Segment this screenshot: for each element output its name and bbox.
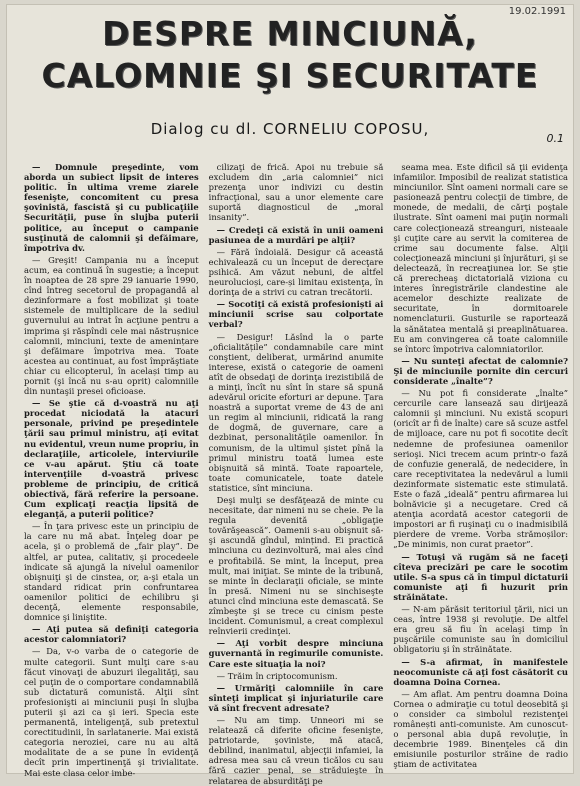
column-3 [393,162,568,772]
interview-answer: — N-am părăsit teritoriul ţării, nici un ceas, între 1938 şi revoluţie. De altfel era greu să fiu în acelaşi timp în puşcăriile comuniste sau în domiciliul obligatoriu şi în străinătate. [393,604,569,655]
page-number: 0.1 [546,132,564,145]
interview-question: — Aţi putea să definiţi categoria acestor calomniatori? [24,624,199,645]
newspaper-clipping [6,4,574,786]
interview-answer: cilizaţi de frică. Apoi nu trebuie să excludem din „aria calomniei” nici prezenţa unor indivizi cu destin infracţional, sau a unor elemente care suportă diagnosticul de „moral insanity”. [208,162,384,223]
interview-answer: seama mea. Este dificil să ţii evidenţa infamiilor. Imposibil de realizat statistica minciunilor. Sînt oameni normali care se pasionează pentru colecţii de timbre, de monede, de medalii, de cărţi poştale ilustrate. Sînt oameni mai puţin normali care colecţionează streanguri, nisteaale şi cuţite care au servit la comiterea de crime sau documente false. Alţii colecţionează minciuni şi înjurături, şi se delectează, în recreaţiunea lor. Se ştie că prerecheaş dictatorială viziona cu interes înregistrările clandestine ale acemelor deschizte realizate de securitate, în dormitoarele nomenclaturii. Gusturile se raportează la sănătatea mentală şi preaplinătuarea. Eu am convingerea că toate calomniile se întorc împotriva calomniatorilor. [393,162,569,354]
interview-question: — Se ştie că d-voastră nu aţi procedat niciodată la atacuri personale, privind pe preşedintele ţării sau primul ministru, aţi evitat nu evidentul, vreun nume propriu, în declaraţiile, articolele, interviurile ce v-au apărut. Ştiu că toate intervenţiile d-voastră privesc probleme de principiu, de critică obiectivă, fără referire la persoane. Cum explicaţi reacţia lipsită de eleganţă, a puterii politice? [24,398,199,520]
interview-question: — Nu sunteţi afectat de calomnie? Şi de minciunile pornite din cercuri considerate „înalte”? [393,355,569,386]
interview-question: — Aţi vorbit despre minciuna guvernantă în regimurile comuniste. Care este situaţia la noi? [208,638,384,669]
interview-answer: — Trăim în criptocomunism. [216,670,338,681]
interview-answer: Deşi mulţi se desfăţează de minte cu necesitate, dar nimeni nu se cheie. Pe la regula devenită „obligaţie tovărăşească”. Oamenii s-au obişnuit să-şi ascundă gîndul, mințind. Ei practică minciuna cu dezinvoltură, mai ales cînd e profitabilă. Se mint, la început, prea mult, mai iniţiat. Se minte de la tribună, se minte în declaraţii oficiale, se minte în presă. Nimeni nu se sinchiseşte atunci cînd minciuna este demascată. Se zîmbeşte şi se trece cu cinism peste incident. Comunismul, a creat complexul reînvierii credinţei. [208,495,384,637]
interview-question: — Domnule preşedinte, vom aborda un subiect lipsit de interes politic. În ultima vreme ziarele fesenişte, concomitent cu presa şovinistă, fascistă şi cu publicaţiile Securităţii, puse în slujba puterii politice, au început o campanie susţinută de calomnii şi defăimare, împotriva dv. [24,162,199,253]
interview-answer: — Fără îndoială. Desigur că această echivalează cu un început de derecţare psihică. Am văzut nebuni, de altfel neurolucioși, care-și limitau existenţa, în dorinţa de a strivi cu catran trecătorii. [208,246,384,298]
interview-question: — Credeţi că există în unii oameni pasiunea de a murdări pe alţii? [208,224,384,245]
interview-answer: — Greşit! Campania nu a început acum, ea continuă în sugestie; a început în noaptea de 28 spre 29 ianuarie 1990, cînd întreg secetorul de propagandă al dezinformare a fost mobilizat şi toate sistemele de multiplicare de la sediul guvernului au intrat în acţiune pentru a imprima şi răspîndi cele mai năstrușnice calomnii, minciuni, texte de amenințare şi defăimare împotriva mea. Toate acestea au continuat, au fost împrăştiate chiar cu elicopterul, în același timp au pornit (şi încă nu s-au oprit) calomniile din nuntaşii presei oficioase. [24,254,199,397]
interview-answer: — Da, v-o varba de o categorie de multe categorii. Sunt mulţi care s-au făcut vinovaţi de abuzuri ilegalităţi, sau cel puţin de o comportare condamnabilă sub dictatură comunistă. Alţii sînt profesionişti ai minciunii puşi în slujba puterii şi azi ca şi ieri. Specia este permanentă, inteligenţă, sub pretextul corectitudinii, în sarlatanerie. Mai există categoria neroziei, care nu au altă modalitate de a se pune în evidenţă decît prin impertinenţă şi trivialitate. Mai este clasa celor imbe- [24,646,199,778]
handwritten-date: 19.02.1991 [508,6,566,17]
headline-line-1: DESPRE MINCIUNĂ, [102,14,478,53]
column-2 [208,162,384,786]
interview-answer: — Am aflat. Am pentru doamna Doina Cornea o admiraţie cu totul deosebită şi o consider ca simbolul rezistenţei românești anti-comuniste. Am cunoscut-o personal abia după revoluţie, în decembrie 1989. Binenţeles că din emisiunile posturilor străine de radio ştiam de activitatea [393,688,569,770]
interview-answer: — Nu pot fi considerate „înalte” cercurile care lansează sau dirijează calomnii şi minciuni. Nu există scopuri (oricît ar fi de înalte) care să scuze astfel de mijloace, care nu pot fi socotite decît nedemne de profesiunea oamenilor serioşi. Nici trecem acum printr-o fază de confuzie generală, de nedecidere, în care receptivitatea la nedevărul a lumii dezinformate sistematic este stimulată. Este o fază „ideală” pentru afirmarea lui bolnăvicie şi a necugetare. Cred că atenţia acordată acestor categorii de impostori ar fi ruşinaţi cu o inadmisibilă pierdere de vreme. Vorba strămoșilor: „De minimis, non curat praetor”. [393,388,569,550]
article-body [24,162,569,786]
interview-answer: — În ţara privesc este un principiu de la care nu mă abat. Înţeleg doar pe acela, şi o problemă de „fair play”. De altfel, ar putea, calitativ, şi procedeele indicate să ajungă la nivelul oamenilor obişnuiţi şi de cinstea, or, a-şi etala un standard ridicat prin confruntarea oamenilor politici de echilibru şi decenţă, elemente responsabile, domnice şi liniştite. [24,521,199,623]
interview-question: — S-a afirmat, în manifestele neocomuniste că aţi fost căsătorit cu doamna Doina Cornea. [393,656,569,687]
interview-question: — Totuşi vă rugăm să ne faceţi cîteva precizări pe care le socotim utile. S-a spus că în timpul dictaturii comuniste aţi fi huzurit prin străinătate. [393,551,569,602]
interview-answer: — Nu am timp. Unneori mi se relatează că diferite oficine fesenişte, patriotarde, şovinistе, mă atacă, debilind, inanimatul, abjecţii infamiei, la adresa mea sau că vreun ticălos cu sau fără cazier penal, se străduieşte în relatarea de absurdităţi pe [208,714,384,786]
headline-line-2: CALOMNIE ŞI SECURITATE [41,56,539,95]
interview-question: — Socotiţi că există profesioniști ai minciunii scrise sau colportate verbal? [208,299,384,330]
interview-question: — Urmăriţi calomniile în care sînteţi implicat şi injuriaturile care vă sînt frecvent adresate? [208,682,384,713]
interview-answer: — Desigur! Lăsînd la o parte „oficialitățile” condamnabile care mint conştient, deliberat, urmărind anumite interese, există o categorie de oameni atît de obsedaţi de dorinţa irezistibilă de a minţi, încît nu sînt în stare să spună adevărul oricite eforturi ar depune. Ţara noastră a suportat vreme de 43 de ani un regim al minciunii, ridicată la rang de dogmă, de guvernare, care a dezbinat, personalităţile oamenilor. În comunism, de la ultimul şistet pînă la primul ministru toată lumea este obişnuită să mintă. Toate rapoartele, toate comunicatele, toate datele statistice, sînt minciuna. [208,331,384,493]
column-1 [24,162,199,778]
article-subtitle: Dialog cu dl. CORNELIU COPOSU, [150,120,430,138]
